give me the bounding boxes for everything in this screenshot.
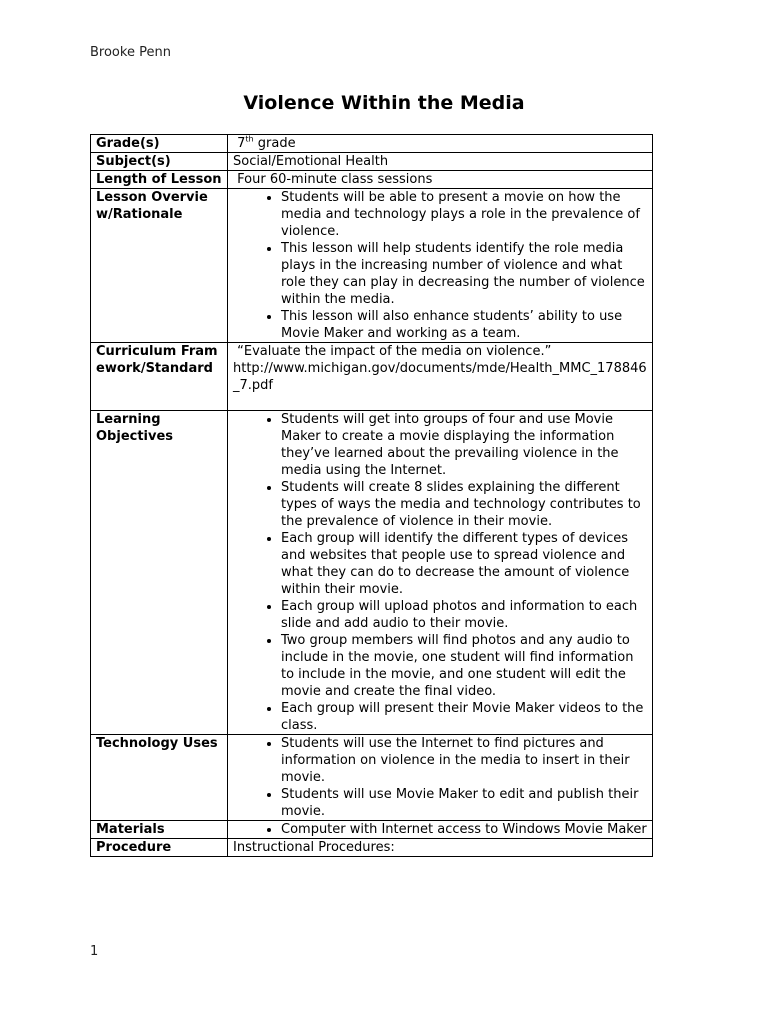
- procedure-label: Procedure: [91, 839, 228, 857]
- objectives-label: Learning Objectives: [91, 411, 228, 735]
- list-item: • Students will use Movie Maker to edit and publish their movie.: [281, 786, 647, 820]
- list-item: • Students will use the Internet to find pictures and information on violence in the media to insert in their movie.: [281, 735, 647, 786]
- list-item: • Two group members will find photos and any audio to include in the movie, one student will find information to include in the movie, and one student will edit the movie and create the final video.: [281, 632, 647, 700]
- table-row: [91, 411, 653, 735]
- procedure-value: Instructional Procedures:: [228, 839, 653, 857]
- technology-list: [233, 735, 647, 820]
- page-number: 1: [90, 944, 99, 959]
- curriculum-label: Curriculum Framework/Standard: [91, 343, 228, 411]
- table-row: [91, 735, 653, 821]
- list-item: • Students will be able to present a movie on how the media and technology plays a role in the prevalence of violence.: [281, 189, 647, 240]
- length-value: [228, 171, 653, 189]
- list-item: • Each group will upload photos and information to each slide and add audio to their movie.: [281, 598, 647, 632]
- curriculum-url: http://www.michigan.gov/documents/mde/Health_MMC_178846_7.pdf: [233, 361, 647, 393]
- grade-label: Grade(s): [91, 135, 228, 153]
- curriculum-quote: “Evaluate the impact of the media on violence.”: [233, 344, 552, 359]
- materials-value: [228, 821, 653, 839]
- subject-label: Subject(s): [91, 153, 228, 171]
- table-row: [91, 839, 653, 857]
- technology-value: [228, 735, 653, 821]
- overview-list: [233, 189, 647, 342]
- list-item: • Each group will present their Movie Maker videos to the class.: [281, 700, 647, 734]
- table-row: [91, 821, 653, 839]
- lesson-plan-table: [90, 134, 653, 857]
- overview-label: Lesson Overview/Rationale: [91, 189, 228, 343]
- materials-list: [233, 821, 647, 838]
- overview-value: [228, 189, 653, 343]
- list-item: • Each group will identify the different types of devices and websites that people use to spread violence and what they can do to decrease the amount of violence within their movie.: [281, 530, 647, 598]
- list-item: • Students will get into groups of four and use Movie Maker to create a movie displaying the information they’ve learned about the prevailing violence in the media using the Internet.: [281, 411, 647, 479]
- materials-label: Materials: [91, 821, 228, 839]
- list-item: • This lesson will help students identify the role media plays in the increasing number of violence and what role they can play in decreasing the number of violence within the media.: [281, 240, 647, 308]
- table-row: [91, 135, 653, 153]
- list-item: • Students will create 8 slides explaining the different types of ways the media and technology contributes to the prevalence of violence in their movie.: [281, 479, 647, 530]
- objectives-value: [228, 411, 653, 735]
- technology-label: Technology Uses: [91, 735, 228, 821]
- table-row: [91, 171, 653, 189]
- grade-word: grade: [253, 136, 296, 151]
- list-item: • Computer with Internet access to Windows Movie Maker: [281, 821, 647, 838]
- length-text: Four 60-minute class sessions: [237, 172, 433, 187]
- document-title: Violence Within the Media: [243, 92, 525, 114]
- objectives-list: [233, 411, 647, 734]
- grade-number: 7: [237, 136, 246, 151]
- table-row: [91, 153, 653, 171]
- list-item: • This lesson will also enhance students’ ability to use Movie Maker and working as a team.: [281, 308, 647, 342]
- length-label: Length of Lesson: [91, 171, 228, 189]
- table-row: [91, 343, 653, 411]
- curriculum-value: [228, 343, 653, 411]
- grade-value: [228, 135, 653, 153]
- grade-suffix: th: [245, 134, 254, 144]
- author-name: Brooke Penn: [90, 45, 171, 60]
- table-row: [91, 189, 653, 343]
- subject-value: Social/Emotional Health: [228, 153, 653, 171]
